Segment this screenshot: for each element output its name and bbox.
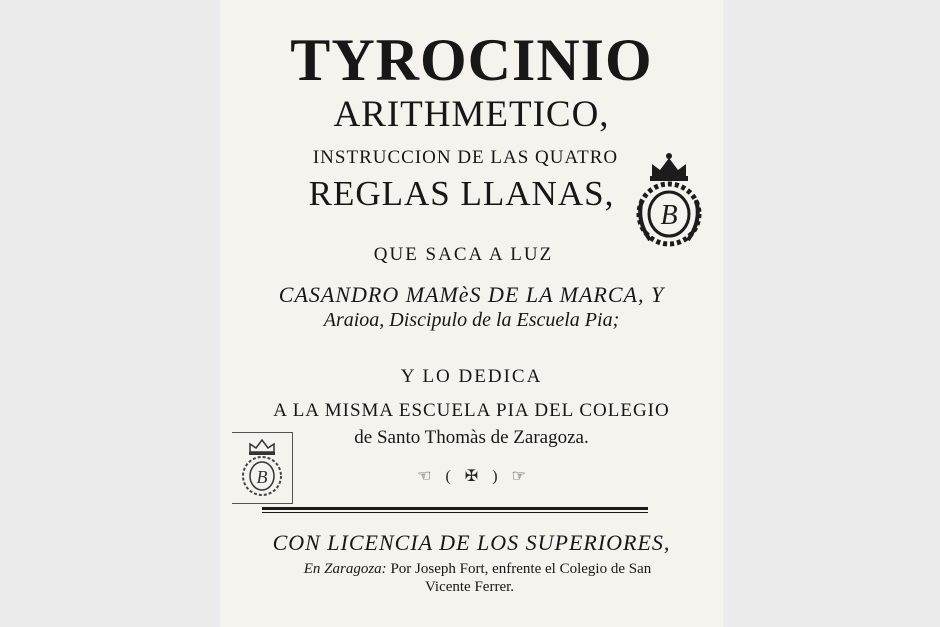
title-line-2: ARITHMETICO, xyxy=(333,94,610,135)
title-line-1: TYROCINIO xyxy=(290,27,653,93)
imprint-printer: Por Joseph Fort, enfrente el Colegio de San xyxy=(390,561,652,577)
dedication-line-2: A LA MISMA ESCUELA PIA DEL COLEGIO xyxy=(273,400,670,421)
pointing-hand-left-icon: ☜ xyxy=(417,468,432,485)
author-line-1: CASANDRO MAMèS DE LA MARCA, Y xyxy=(278,282,665,307)
title-page xyxy=(220,0,723,627)
dedication-line-1: Y LO DEDICA xyxy=(400,366,543,387)
intro-line: QUE SACA A LUZ xyxy=(373,244,554,265)
imprint-place: En Zaragoza: xyxy=(303,561,387,577)
dedication-line-3: de Santo Thomàs de Zaragoza. xyxy=(354,427,589,448)
author-line-2: Araioa, Discipulo de la Escuela Pia; xyxy=(323,309,620,331)
crowned-monogram-stamp-icon xyxy=(628,150,710,250)
divider-rule-thin xyxy=(262,512,648,513)
ornament-row xyxy=(220,466,723,486)
cross-ornament-icon: ✠ xyxy=(464,468,479,485)
title-line-3: INSTRUCCION DE LAS QUATRO xyxy=(312,147,619,168)
pointing-hand-right-icon: ☞ xyxy=(511,468,526,485)
title-line-4: REGLAS LLANAS, xyxy=(308,174,615,213)
stamp-monogram: B xyxy=(660,200,678,231)
imprint-line-1 xyxy=(226,562,729,577)
divider-rule-thick xyxy=(262,507,648,510)
stamp-monogram-small: B xyxy=(256,467,268,487)
licence-line: CON LICENCIA DE LOS SUPERIORES, xyxy=(272,530,671,555)
close-paren: ) xyxy=(492,468,498,485)
open-paren: ( xyxy=(445,468,451,485)
imprint-line-2: Vicente Ferrer. xyxy=(424,579,515,595)
